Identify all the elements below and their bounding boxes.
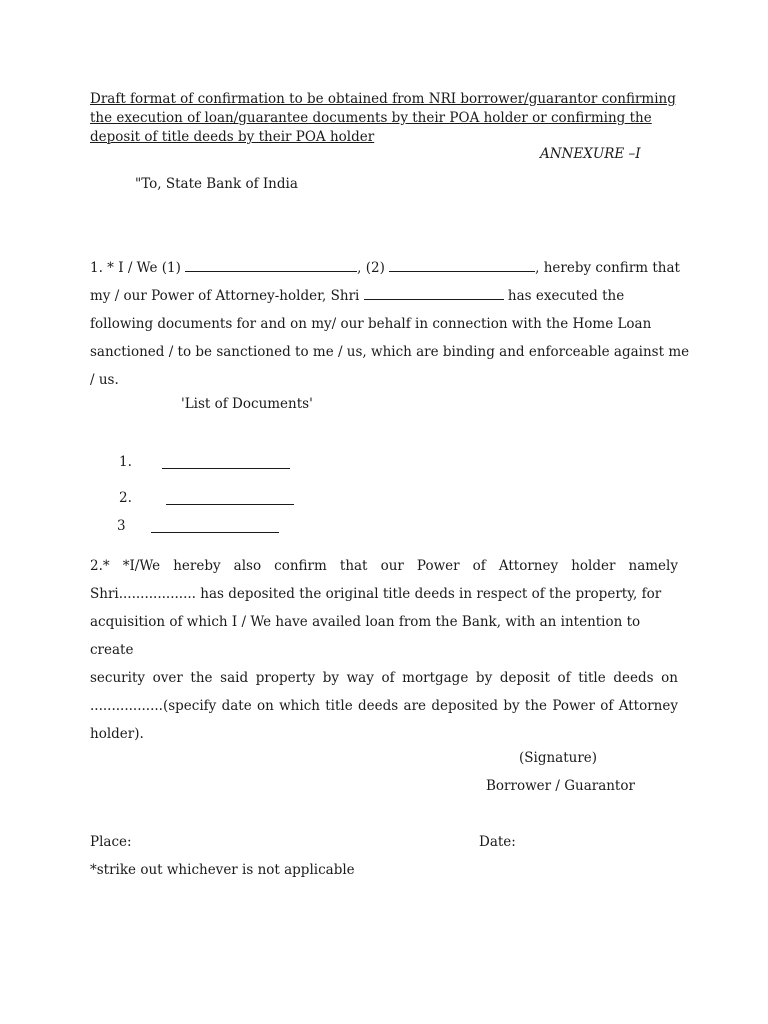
title-line-2: the execution of loan/guarantee documents by their POA holder or confirming the bbox=[90, 110, 652, 126]
para1-line-4: sanctioned / to be sanctioned to me / us, which are binding and enforceable against me bbox=[90, 344, 690, 360]
para1-line-1: 1. * I / We (1) , (2) , hereby confirm that bbox=[90, 254, 680, 282]
para1-line-2: my / our Power of Attorney-holder, Shri has executed the bbox=[90, 282, 680, 310]
poa-holder-blank bbox=[364, 285, 504, 300]
confirmation-paragraph-1 bbox=[90, 254, 690, 394]
para1-line-3: following documents for and on my/ our behalf in connection with the Home Loan bbox=[90, 316, 652, 332]
para2-line-5: .................(specify date on which title deeds are deposited by the Power of Attorney bbox=[90, 698, 678, 714]
para2-line-1: 2.* *I/We hereby also confirm that our Power of Attorney holder namely bbox=[90, 558, 678, 574]
para1-line-5: / us. bbox=[90, 372, 119, 388]
document-3-blank bbox=[151, 518, 279, 533]
name-1-blank bbox=[185, 257, 357, 272]
title-line-3: deposit of title deeds by their POA holder bbox=[90, 129, 375, 145]
document-1-blank bbox=[162, 454, 290, 469]
signature-label: (Signature) bbox=[519, 750, 598, 766]
para2-line-6: holder). bbox=[90, 726, 144, 742]
document-2-blank bbox=[166, 490, 294, 505]
document-item-3: 3 bbox=[117, 518, 126, 534]
title-line-1: Draft format of confirmation to be obtained from NRI borrower/guarantor confirming bbox=[90, 91, 676, 107]
date-label: Date: bbox=[479, 834, 516, 850]
document-item-1: 1. bbox=[119, 454, 132, 470]
document-title bbox=[90, 90, 690, 147]
annexure-label: ANNEXURE –I bbox=[540, 146, 641, 162]
signatory-role: Borrower / Guarantor bbox=[486, 778, 635, 794]
para2-line-4: security over the said property by way of mortgage by deposit of title deeds on bbox=[90, 670, 678, 686]
strike-out-note: *strike out whichever is not applicable bbox=[90, 862, 355, 878]
addressee: "To, State Bank of India bbox=[135, 176, 298, 192]
list-of-documents-heading: 'List of Documents' bbox=[181, 396, 313, 412]
confirmation-paragraph-2 bbox=[90, 552, 678, 748]
para2-line-2: Shri.................. has deposited the original title deeds in respect of the property, for bbox=[90, 586, 662, 602]
name-2-blank bbox=[389, 257, 535, 272]
document-item-2: 2. bbox=[119, 490, 132, 506]
place-label: Place: bbox=[90, 834, 132, 850]
para2-line-3: acquisition of which I / We have availed loan from the Bank, with an intention to create bbox=[90, 614, 641, 658]
